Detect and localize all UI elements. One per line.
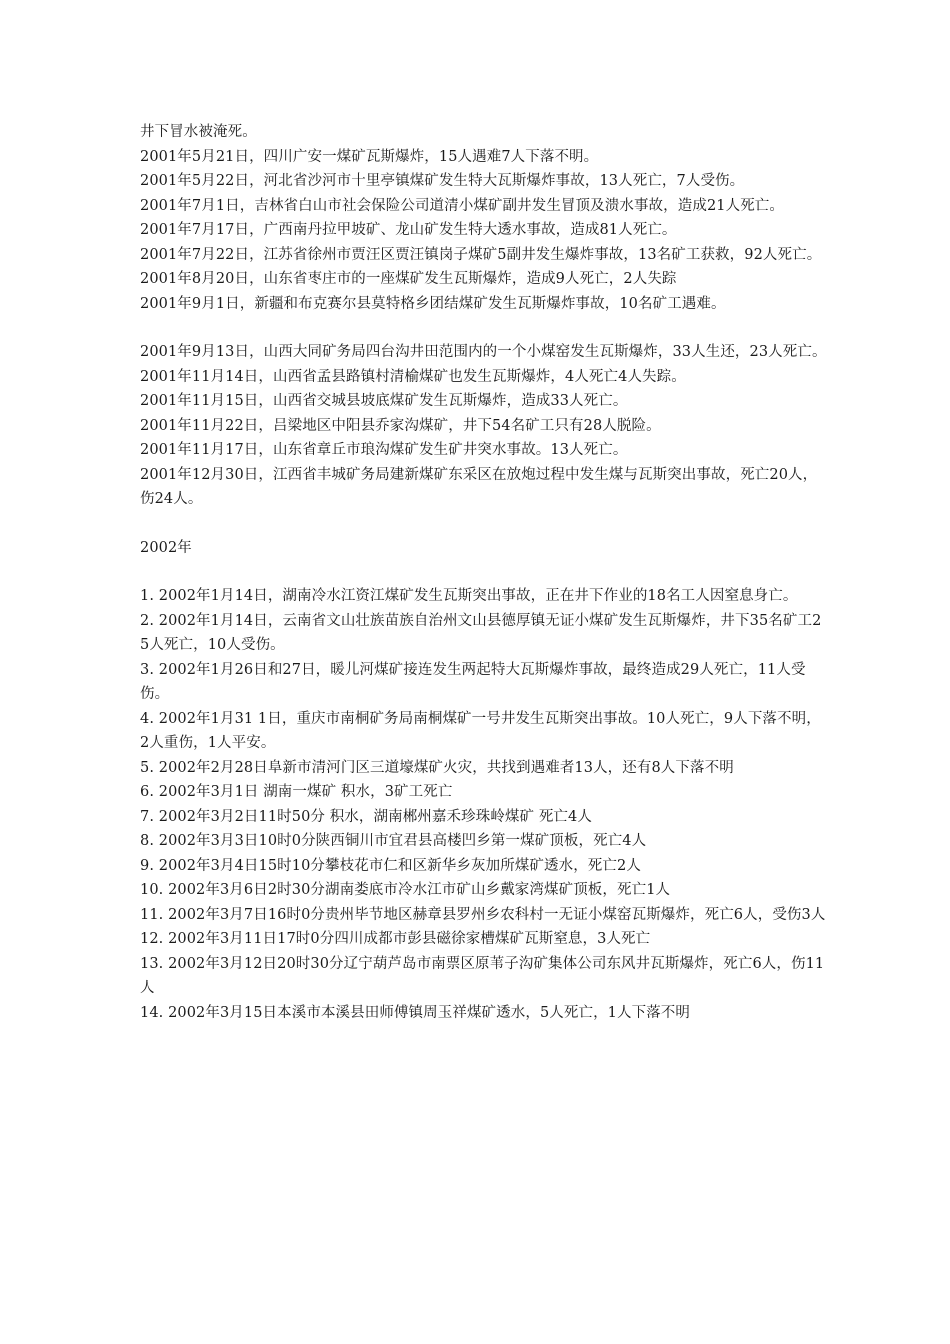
list-item: 13. 2002年3月12日20时30分辽宁葫芦岛市南票区原苇子沟矿集体公司东风井瓦斯爆炸，死亡6人，伤11人 <box>140 955 825 996</box>
paragraph: 2001年7月22日，江苏省徐州市贾汪区贾汪镇岗子煤矿5副井发生爆炸事故，13名矿工获救，92人死亡。 <box>140 246 822 263</box>
list-item: 7. 2002年3月2日11时50分 积水，湖南郴州嘉禾珍珠岭煤矿 死亡4人 <box>140 808 592 825</box>
paragraph: 2001年8月20日，山东省枣庄市的一座煤矿发生瓦斯爆炸，造成9人死亡，2人失踪 <box>140 271 677 287</box>
section-2001-part2 <box>140 340 830 512</box>
paragraph: 2001年5月21日，四川广安一煤矿瓦斯爆炸，15人遇难7人下落不明。 <box>140 148 599 165</box>
list-item: 9. 2002年3月4日15时10分攀枝花市仁和区新华乡灰加所煤矿透水，死亡2人 <box>140 857 641 874</box>
list-item: 2. 2002年1月14日，云南省文山壮族苗族自治州文山县德厚镇无证小煤矿发生瓦斯爆炸，井下35名矿工25人死亡，10人受伤。 <box>140 612 822 653</box>
list-item: 4. 2002年1月31 1日，重庆市南桐矿务局南桐煤矿一号井发生瓦斯突出事故。10人死亡，9人下落不明，2人重伤，1人平安。 <box>140 710 821 751</box>
list-item: 3. 2002年1月26日和27日，暖儿河煤矿接连发生两起特大瓦斯爆炸事故，最终造成29人死亡，11人受伤。 <box>140 661 806 702</box>
blank-line <box>140 316 830 340</box>
paragraph: 井下冒水被淹死。 <box>140 124 257 140</box>
paragraph: 2001年11月15日，山西省交城县坡底煤矿发生瓦斯爆炸，造成33人死亡。 <box>140 393 628 409</box>
paragraph: 2001年7月1日，吉林省白山市社会保险公司道清小煤矿副井发生冒顶及溃水事故，造成21人死亡。 <box>140 197 784 214</box>
document-body <box>140 120 830 1025</box>
list-item: 1. 2002年1月14日，湖南冷水江资江煤矿发生瓦斯突出事故，正在井下作业的18名工人因窒息身亡。 <box>140 588 798 604</box>
blank-line <box>140 560 830 584</box>
year-heading: 2002年 <box>140 539 192 556</box>
section-2002-list <box>140 584 830 1025</box>
list-item: 11. 2002年3月7日16时0分贵州毕节地区赫章县罗州乡农科村一无证小煤窑瓦斯爆炸，死亡6人，受伤3人 <box>140 906 826 923</box>
section-2001-part1 <box>140 120 830 316</box>
list-item: 14. 2002年3月15日本溪市本溪县田师傅镇周玉祥煤矿透水，5人死亡，1人下落不明 <box>140 1004 690 1021</box>
list-item: 10. 2002年3月6日2时30分湖南娄底市冷水江市矿山乡戴家湾煤矿顶板，死亡1人 <box>140 882 671 898</box>
list-item: 5. 2002年2月28日阜新市清河门区三道壕煤矿火灾，共找到遇难者13人，还有8人下落不明 <box>140 759 734 776</box>
paragraph: 2001年5月22日，河北省沙河市十里亭镇煤矿发生特大瓦斯爆炸事故，13人死亡，7人受伤。 <box>140 173 745 189</box>
paragraph: 2001年11月14日，山西省孟县路镇村清榆煤矿也发生瓦斯爆炸，4人死亡4人失踪。 <box>140 368 686 385</box>
list-item: 8. 2002年3月3日10时0分陕西铜川市宜君县高楼凹乡第一煤矿顶板，死亡4人 <box>140 833 647 849</box>
paragraph: 2001年11月22日，吕梁地区中阳县乔家沟煤矿，井下54名矿工只有28人脱险。 <box>140 417 661 434</box>
list-item: 12. 2002年3月11日17时0分四川成都市彭县磁徐家槽煤矿瓦斯窒息，3人死亡 <box>140 931 651 947</box>
list-item: 6. 2002年3月1日 湖南一煤矿 积水，3矿工死亡 <box>140 784 453 800</box>
paragraph: 2001年12月30日，江西省丰城矿务局建新煤矿东采区在放炮过程中发生煤与瓦斯突出事故，死亡20人，伤24人。 <box>140 466 818 507</box>
paragraph: 2001年7月17日，广西南丹拉甲坡矿、龙山矿发生特大透水事故，造成81人死亡。 <box>140 222 677 238</box>
paragraph: 2001年11月17日，山东省章丘市琅沟煤矿发生矿井突水事故。13人死亡。 <box>140 442 628 458</box>
blank-line <box>140 512 830 536</box>
paragraph: 2001年9月13日，山西大同矿务局四台沟井田范围内的一个小煤窑发生瓦斯爆炸，33人生还，23人死亡。 <box>140 344 827 360</box>
paragraph: 2001年9月1日，新疆和布克赛尔县莫特格乡团结煤矿发生瓦斯爆炸事故，10名矿工遇难。 <box>140 295 726 312</box>
